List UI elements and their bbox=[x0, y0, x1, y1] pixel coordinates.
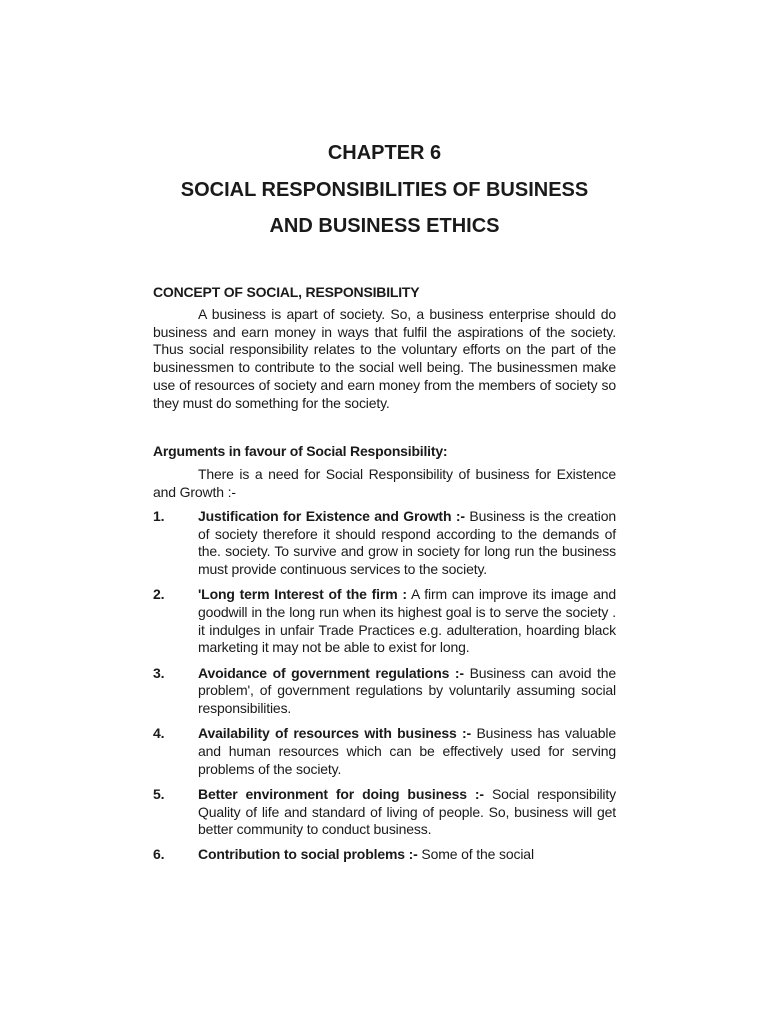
item-text: Some of the social bbox=[417, 846, 534, 863]
list-item bbox=[153, 786, 616, 839]
concept-heading: CONCEPT OF SOCIAL, RESPONSIBILITY bbox=[153, 284, 420, 300]
item-text: Social responsibility Quality of life and standard of living of people. So, business will get better community to conduct business. bbox=[198, 785, 616, 838]
item-lead: Availability of resources with business :- bbox=[198, 725, 472, 742]
list-item bbox=[153, 725, 616, 778]
item-lead: Justification for Existence and Growth :- bbox=[198, 508, 465, 524]
item-number: 2. bbox=[153, 586, 165, 603]
item-lead: 'Long term Interest of the firm : bbox=[198, 586, 407, 603]
chapter-title-line-2: AND BUSINESS ETHICS bbox=[269, 215, 500, 237]
item-lead: Contribution to social problems :- bbox=[198, 846, 418, 863]
arguments-heading: Arguments in favour of Social Responsibility: bbox=[153, 443, 448, 459]
item-lead: Better environment for doing business :- bbox=[198, 785, 484, 802]
list-item bbox=[153, 665, 616, 718]
item-number: 1. bbox=[153, 508, 165, 524]
arguments-list bbox=[153, 508, 616, 872]
arguments-intro: There is a need for Social Responsibility of business for Existence and Growth :- bbox=[153, 466, 616, 500]
item-number: 6. bbox=[153, 846, 165, 863]
item-lead: Avoidance of government regulations :- bbox=[198, 664, 464, 681]
chapter-title-line-1: SOCIAL RESPONSIBILITIES OF BUSINESS bbox=[180, 179, 589, 201]
item-text: Business is the creation of society therefore it should respond according to the demands of the. society. To survive and grow in society for long run the business must provide continuous services to the society. bbox=[198, 508, 616, 578]
list-item bbox=[153, 508, 616, 579]
item-text: A firm can improve its image and goodwill in the long run when its highest goal is to serve the society . it indulges in unfair Trade Practices e.g. adulteration, hoarding black marketing it may not be able to exist for long. bbox=[198, 586, 617, 656]
concept-paragraph: A business is apart of society. So, a business enterprise should do business and earn money in ways that fulfil the aspirations of the society. Thus social responsibility relates to the voluntary efforts on the part of the businessmen to contribute to the social well being. The businessmen make use of resources of society and earn money from the members of society so they must do something for the society. bbox=[153, 306, 616, 411]
list-item bbox=[153, 586, 616, 657]
item-text: Business has valuable and human resources which can be effectively used for serving problems of the society. bbox=[198, 725, 616, 777]
item-number: 5. bbox=[153, 785, 165, 802]
item-text: Business can avoid the problem', of government regulations by voluntarily assuming social responsibilities. bbox=[198, 664, 616, 717]
item-number: 4. bbox=[153, 725, 165, 742]
item-number: 3. bbox=[153, 664, 165, 681]
list-item bbox=[153, 846, 616, 864]
chapter-number: CHAPTER 6 bbox=[327, 142, 442, 164]
